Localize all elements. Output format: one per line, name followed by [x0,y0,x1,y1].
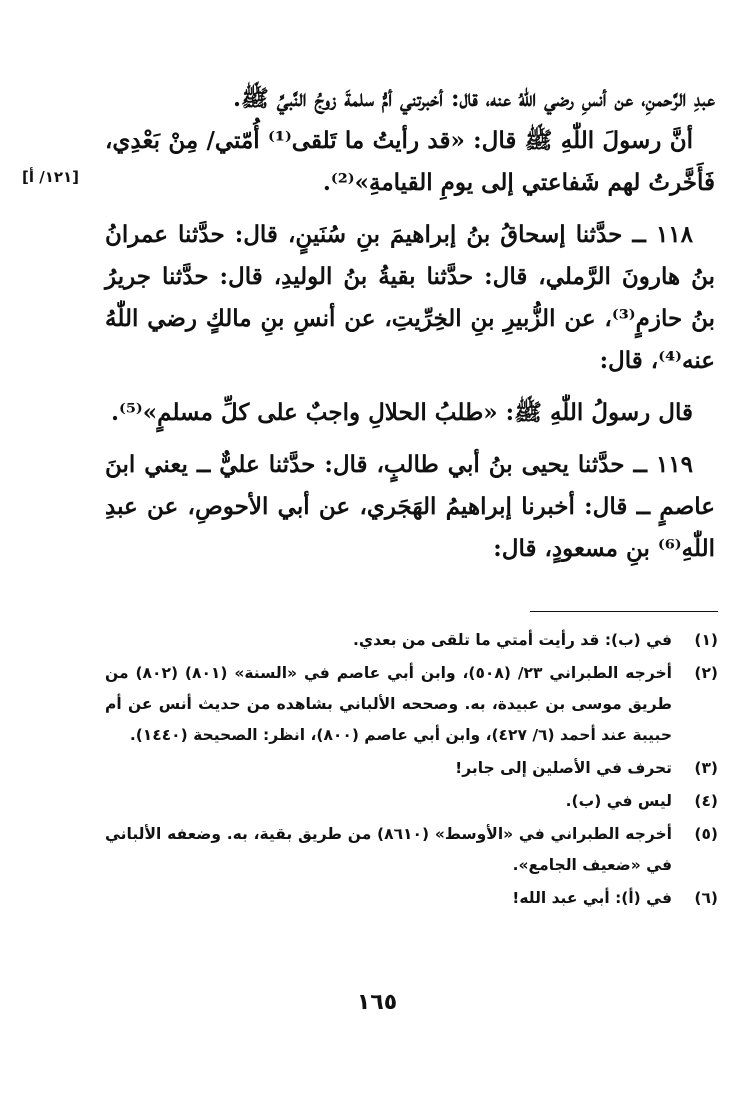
footnote-text: في (ب): قد رأيت أمتي ما تلقى من بعدي. [353,631,672,649]
main-text [105,78,715,570]
footnote-item [105,753,718,784]
footnote-number: (٦) [694,889,718,907]
footnote-text: أخرجه الطبراني في «الأوسط» (٨٦١٠) من طريق بقية، به. وضعفه الألباني في «ضعيف الجامع». [105,825,672,874]
footnote-text: أخرجه الطبراني ٢٣/ (٥٠٨)، وابن أبي عاصم في «السنة» (٨٠١) (٨٠٢) من طريق موسى بن عبيدة، به. وصححه الألباني بشاهده من حديث أنس عن أم حبيبة عند أحمد (٦/ ٤٢٧)، وابن أبي عاصم (٨٠٠)، انظر: الصحيحة (١٤٤٠). [105,664,672,744]
page-number: ١٦٥ [356,990,398,1015]
footnote-number: (٣) [694,759,718,777]
footnote-number: (٢) [694,664,718,682]
footnote-text: في (أ): أبي عبد الله! [512,889,672,907]
paragraph-isnad-118: ١١٨ ــ حدَّثنا إسحاقُ بنُ إبراهيمَ بنِ سُنَينٍ، قال: حدَّثنا عمرانُ بنُ هارونَ الرَّملي، قال: حدَّثنا بقيةُ بنُ الوليدِ، قال: حدَّثنا جريرُ بنُ حازمٍ⁽³⁾، عن الزُّبيرِ بنِ الخِرِّيتِ، عن أنسِ بنِ مالكٍ رضي اللّٰهُ عنه⁽⁴⁾، قال: [105,221,715,374]
footnote-number: (١) [694,631,718,649]
footnote-number: (٥) [694,825,718,843]
paragraph-opening: عبدِ الرَّحمنِ، عن أنسِ رضي اللّٰهُ عنه، قال: أخبرتني أمُّ سلمةَ زوجُ النَّبيِّ ﷺ. [232,85,715,112]
footnote-text: ليس في (ب). [565,792,672,810]
footnote-number: (٤) [694,792,718,810]
footnote-separator [530,611,718,612]
footnote-item [105,819,718,881]
footnote-item [105,786,718,817]
paragraph-hadith-118: قال رسولُ اللّٰهِ ﷺ: «طلبُ الحلالِ واجبٌ على كلِّ مسلمٍ»⁽⁵⁾. [110,399,693,426]
manuscript-folio-marker: [١٢١/ أ] [22,168,80,186]
footnote-item [105,625,718,656]
footnote-item [105,658,718,751]
paragraph-hadith-117: أنَّ رسولَ اللّٰهِ ﷺ قال: «قد رأيتُ ما تَلقى⁽¹⁾ أُمّتي/ مِنْ بَعْدِي، فَأَخَّرتُ لهم شَفاعتي إلى يومِ القيامةِ»⁽²⁾. [105,127,715,196]
footnotes [105,625,718,916]
footnote-item [105,883,718,914]
footnote-text: تحرف في الأصلين إلى جابر! [455,759,672,777]
paragraph-isnad-119: ١١٩ ــ حدَّثنا يحيى بنُ أبي طالبٍ، قال: حدَّثنا عليٌّ ــ يعني ابنَ عاصمٍ ــ قال: أخبرنا إبراهيمُ الهَجَري، عن أبي الأحوصِ، عن عبدِ اللّٰهِ⁽⁶⁾ بنِ مسعودٍ، قال: [105,451,715,562]
